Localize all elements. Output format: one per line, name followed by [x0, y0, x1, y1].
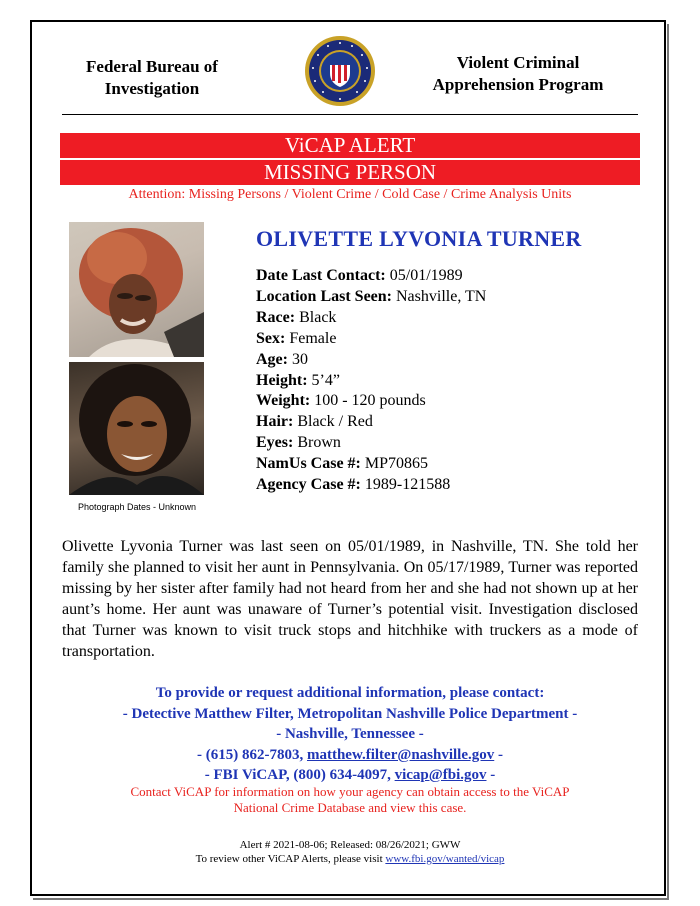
- fact-row: [256, 412, 486, 433]
- contact-phone-email: [60, 745, 640, 766]
- fact-label: Date Last Contact:: [256, 267, 386, 284]
- contact-detective: - Detective Matthew Filter, Metropolitan Nashville Police Department -: [122, 705, 578, 722]
- contact-fbi: [60, 765, 640, 786]
- fact-value: Black / Red: [297, 413, 373, 431]
- fact-label: Sex:: [256, 329, 286, 347]
- fact-row: [256, 308, 486, 329]
- fact-row: [256, 371, 486, 392]
- subject-name: OLIVETTE LYVONIA TURNER: [256, 226, 582, 251]
- fact-value: Nashville, TN: [396, 287, 487, 305]
- case-narrative: Olivette Lyvonia Turner was last seen on 05/01/1989, in Nashville, TN. She told her family she planned to visit her aunt in Pennsylvania. On 05/17/1989, Turner was reported missing by her sister after family had not heard from her and she had not shown up at her aunt’s home. Her aunt was unaware of Turner’s potential visit. Investigation disclosed that Turner was known to visit truck stops and hitchhike with truckers as a mode of transportation.: [62, 538, 638, 660]
- alert-number: Alert # 2021-08-06; Released: 08/26/2021; GWW: [239, 839, 461, 851]
- banner-title: ViCAP ALERT: [284, 133, 416, 157]
- detective-email-link[interactable]: matthew.filter@nashville.gov: [306, 746, 495, 763]
- fact-label: Hair:: [256, 413, 294, 431]
- fact-row: [256, 329, 486, 350]
- alert-banner: [60, 133, 640, 185]
- review-line: [60, 852, 640, 866]
- fact-value: 30: [291, 350, 308, 368]
- fact-row: [256, 433, 486, 454]
- fact-value: 05/01/1989: [389, 267, 463, 284]
- fact-row: [256, 287, 486, 308]
- fact-value: Female: [289, 329, 337, 347]
- fact-row: [256, 350, 486, 371]
- fact-label: Location Last Seen:: [256, 287, 392, 305]
- fact-row: [256, 266, 486, 287]
- access-info-line1: Contact ViCAP for information on how your agency can obtain access to the ViCAP: [130, 784, 570, 799]
- subject-photo-1: [69, 222, 204, 357]
- contact-intro: To provide or request additional information, please contact:: [155, 685, 545, 701]
- vicap-email-link[interactable]: vicap@fbi.gov: [394, 767, 487, 783]
- banner-subtitle: MISSING PERSON: [263, 160, 437, 184]
- contact-dash: -: [486, 767, 496, 783]
- fact-label: Eyes:: [256, 434, 294, 452]
- subject-photo-2: [69, 362, 204, 495]
- subject-facts: [256, 266, 486, 496]
- fact-label: Weight:: [256, 392, 311, 410]
- agency-name: [62, 56, 242, 100]
- contact-location: - Nashville, Tennessee -: [276, 726, 424, 742]
- fact-value: Brown: [297, 434, 341, 452]
- review-prefix: To review other ViCAP Alerts, please visit: [195, 853, 386, 865]
- fact-label: Height:: [256, 371, 308, 389]
- fact-row: [256, 454, 486, 475]
- access-info: [60, 784, 640, 816]
- fact-label: Age:: [256, 350, 288, 368]
- fbi-phone: - FBI ViCAP, (800) 634-4097,: [204, 767, 395, 783]
- fact-label: NamUs Case #:: [256, 455, 361, 473]
- photo-caption: Photograph Dates - Unknown: [77, 502, 197, 512]
- fact-value: 1989-121588: [364, 476, 451, 494]
- vicap-alerts-link[interactable]: www.fbi.gov/wanted/vicap: [385, 853, 505, 865]
- access-info-line2: National Crime Database and view this case.: [233, 800, 467, 815]
- agency-name-line1: Federal Bureau of: [86, 57, 218, 76]
- fact-row: [256, 391, 486, 412]
- fact-value: MP70865: [364, 455, 428, 473]
- contact-block: [60, 683, 640, 786]
- fact-label: Agency Case #:: [256, 476, 361, 494]
- program-name-line1: Violent Criminal: [456, 53, 580, 72]
- fact-value: 5’4”: [311, 371, 340, 389]
- fact-value: 100 - 120 pounds: [314, 392, 426, 410]
- contact-dash: -: [494, 746, 503, 763]
- program-name-line2: Apprehension Program: [432, 75, 604, 94]
- attention-line: Attention: Missing Persons / Violent Crime / Cold Case / Crime Analysis Units: [128, 187, 572, 202]
- fact-row: [256, 475, 486, 496]
- fact-value: Black: [299, 308, 337, 326]
- fbi-seal-icon: [304, 35, 376, 107]
- agency-name-line2: Investigation: [104, 79, 200, 98]
- contact-phone: - (615) 862-7803,: [197, 746, 307, 763]
- fact-label: Race:: [256, 308, 296, 326]
- footer: [60, 838, 640, 866]
- program-name: [418, 52, 618, 96]
- header-divider: [62, 114, 638, 115]
